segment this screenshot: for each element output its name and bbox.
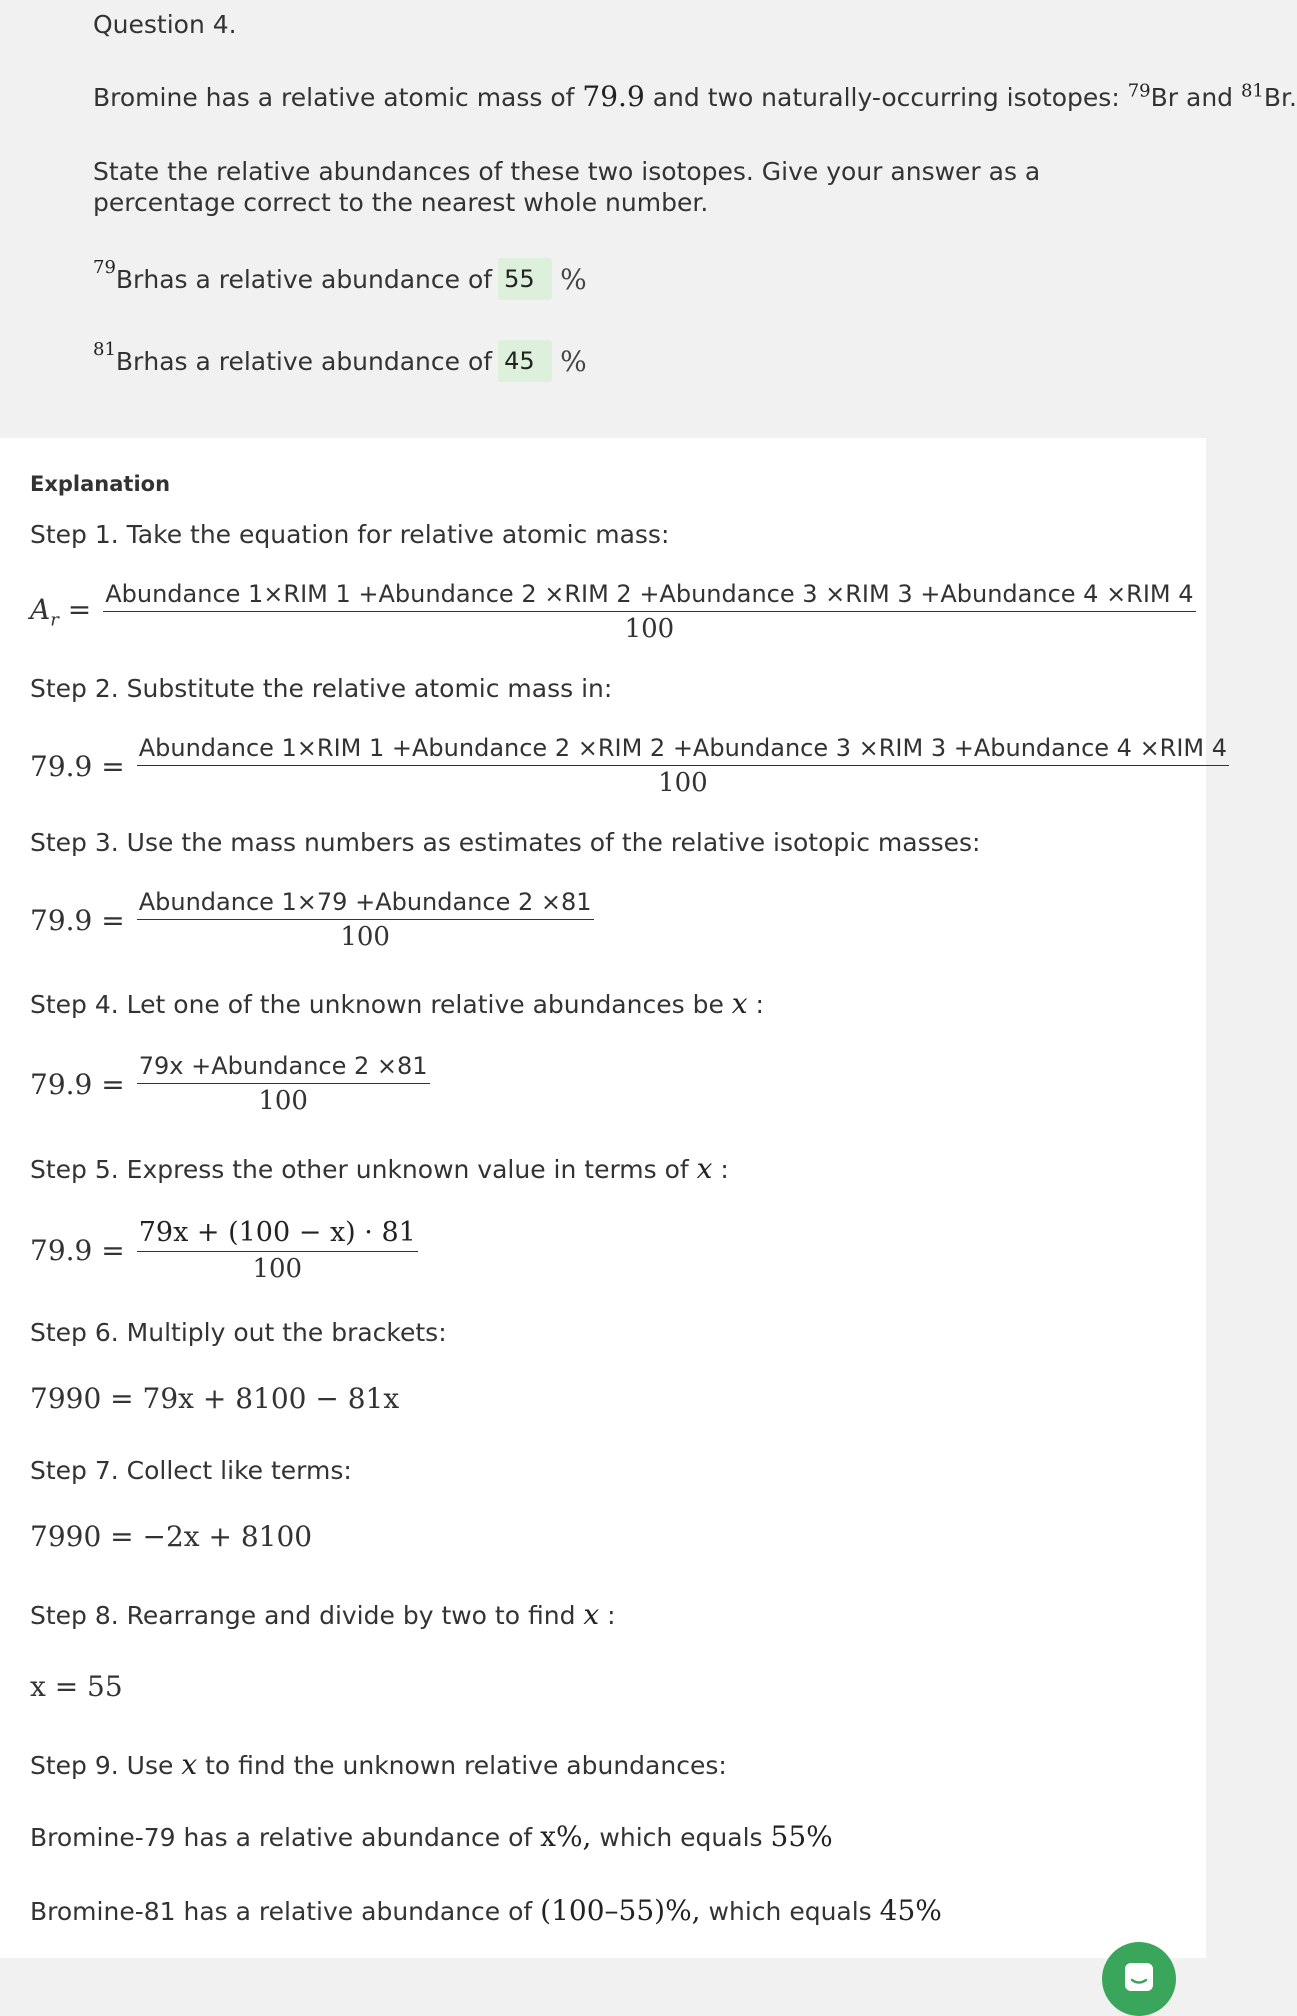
explanation-heading: Explanation bbox=[30, 472, 171, 496]
equation-1-fraction bbox=[103, 580, 1195, 644]
question-panel bbox=[0, 0, 1297, 438]
chat-bubble-icon bbox=[1122, 1960, 1156, 1998]
step-5: Step 5. Express the other unknown value in terms of x : bbox=[30, 1152, 729, 1185]
answer2-text: has a relative abundance of bbox=[143, 346, 493, 376]
question-stem bbox=[93, 80, 1297, 113]
step-2: Step 2. Substitute the relative atomic mass in: bbox=[30, 674, 613, 703]
answer1-input[interactable]: 55 bbox=[498, 258, 552, 300]
equation-7: 7990 = −2x + 8100 bbox=[30, 1520, 313, 1553]
stem-end: . bbox=[1289, 83, 1297, 112]
stem-and: and bbox=[1178, 83, 1241, 112]
answer2-iso-mass: 81 bbox=[93, 338, 116, 360]
result-bromine-79: Bromine-79 has a relative abundance of x%, which equals 55% bbox=[30, 1820, 833, 1853]
equation-4-denominator: 100 bbox=[258, 1086, 308, 1116]
equation-8: x = 55 bbox=[30, 1670, 123, 1703]
chat-button[interactable] bbox=[1102, 1942, 1176, 2016]
answer2-iso-symbol: Br bbox=[115, 346, 144, 376]
equation-5-lhs: 79.9 = bbox=[30, 1234, 125, 1267]
step-6: Step 6. Multiply out the brackets: bbox=[30, 1318, 447, 1347]
equation-1-lhs: $A_r$ = bbox=[30, 593, 92, 631]
equation-4-lhs: 79.9 = bbox=[30, 1067, 125, 1101]
stem-mass: 79.9 bbox=[582, 80, 645, 113]
iso2-mass: 81 bbox=[1240, 80, 1264, 102]
equation-5 bbox=[30, 1217, 418, 1284]
answer-row-br79 bbox=[93, 258, 587, 300]
answer2-input[interactable]: 45 bbox=[498, 340, 552, 382]
answer1-iso-symbol: Br bbox=[115, 264, 144, 294]
step-1: Step 1. Take the equation for relative atomic mass: bbox=[30, 520, 670, 549]
equation-6: 7990 = 79x + 8100 − 81x bbox=[30, 1382, 400, 1415]
iso1-mass: 79 bbox=[1127, 80, 1151, 102]
explanation-panel bbox=[0, 438, 1228, 1958]
equation-1-numerator: Abundance 1×RIM 1 +Abundance 2 ×RIM 2 +Abundance 3 ×RIM 3 +Abundance 4 ×RIM 4 bbox=[103, 580, 1195, 612]
step-7: Step 7. Collect like terms: bbox=[30, 1456, 352, 1485]
equation-2-denominator: 100 bbox=[658, 768, 708, 798]
equation-2-numerator: Abundance 1×RIM 1 +Abundance 2 ×RIM 2 +Abundance 3 ×RIM 3 +Abundance 4 ×RIM 4 bbox=[137, 734, 1229, 766]
step-9: Step 9. Use x to find the unknown relative abundances: bbox=[30, 1748, 727, 1781]
step-4: Step 4. Let one of the unknown relative abundances be x : bbox=[30, 987, 764, 1020]
equation-3-denominator: 100 bbox=[340, 922, 390, 952]
result-bromine-81: Bromine-81 has a relative abundance of (100–55)%, which equals 45% bbox=[30, 1894, 942, 1927]
equation-1-denominator: 100 bbox=[624, 614, 675, 644]
question-title: Question 4. bbox=[93, 10, 237, 39]
step-3: Step 3. Use the mass numbers as estimates of the relative isotopic masses: bbox=[30, 828, 981, 857]
equation-3-numerator: Abundance 1×79 +Abundance 2 ×81 bbox=[137, 888, 594, 920]
equation-2-lhs: 79.9 = bbox=[30, 749, 125, 783]
iso1-symbol: Br bbox=[1150, 83, 1179, 112]
stem-prefix: Bromine has a relative atomic mass of bbox=[93, 83, 583, 112]
step-8: Step 8. Rearrange and divide by two to find x : bbox=[30, 1598, 616, 1631]
equation-2 bbox=[30, 734, 1229, 798]
equation-5-fraction bbox=[137, 1217, 418, 1284]
equation-4 bbox=[30, 1052, 430, 1116]
equation-3 bbox=[30, 888, 594, 952]
answer2-percent: % bbox=[560, 344, 587, 378]
equation-4-numerator: 79x +Abundance 2 ×81 bbox=[137, 1052, 430, 1084]
answer1-iso-mass: 79 bbox=[93, 256, 116, 278]
answer1-percent: % bbox=[560, 262, 587, 296]
stem-mid: and two naturally-occurring isotopes: bbox=[644, 83, 1128, 112]
equation-5-denominator: 100 bbox=[252, 1254, 303, 1284]
equation-1 bbox=[30, 580, 1196, 644]
equation-4-fraction bbox=[137, 1052, 430, 1116]
equation-3-fraction bbox=[137, 888, 594, 952]
equation-5-numerator: 79x + (100 − x) · 81 bbox=[137, 1217, 418, 1252]
answer1-text: has a relative abundance of bbox=[143, 264, 493, 294]
question-instruction: State the relative abundances of these two isotopes. Give your answer as a percentage correct to the nearest whole number. bbox=[93, 157, 1041, 217]
equation-3-lhs: 79.9 = bbox=[30, 903, 125, 937]
equation-2-fraction bbox=[137, 734, 1229, 798]
answer-row-br81 bbox=[93, 340, 587, 382]
iso2-symbol: Br bbox=[1263, 83, 1290, 112]
